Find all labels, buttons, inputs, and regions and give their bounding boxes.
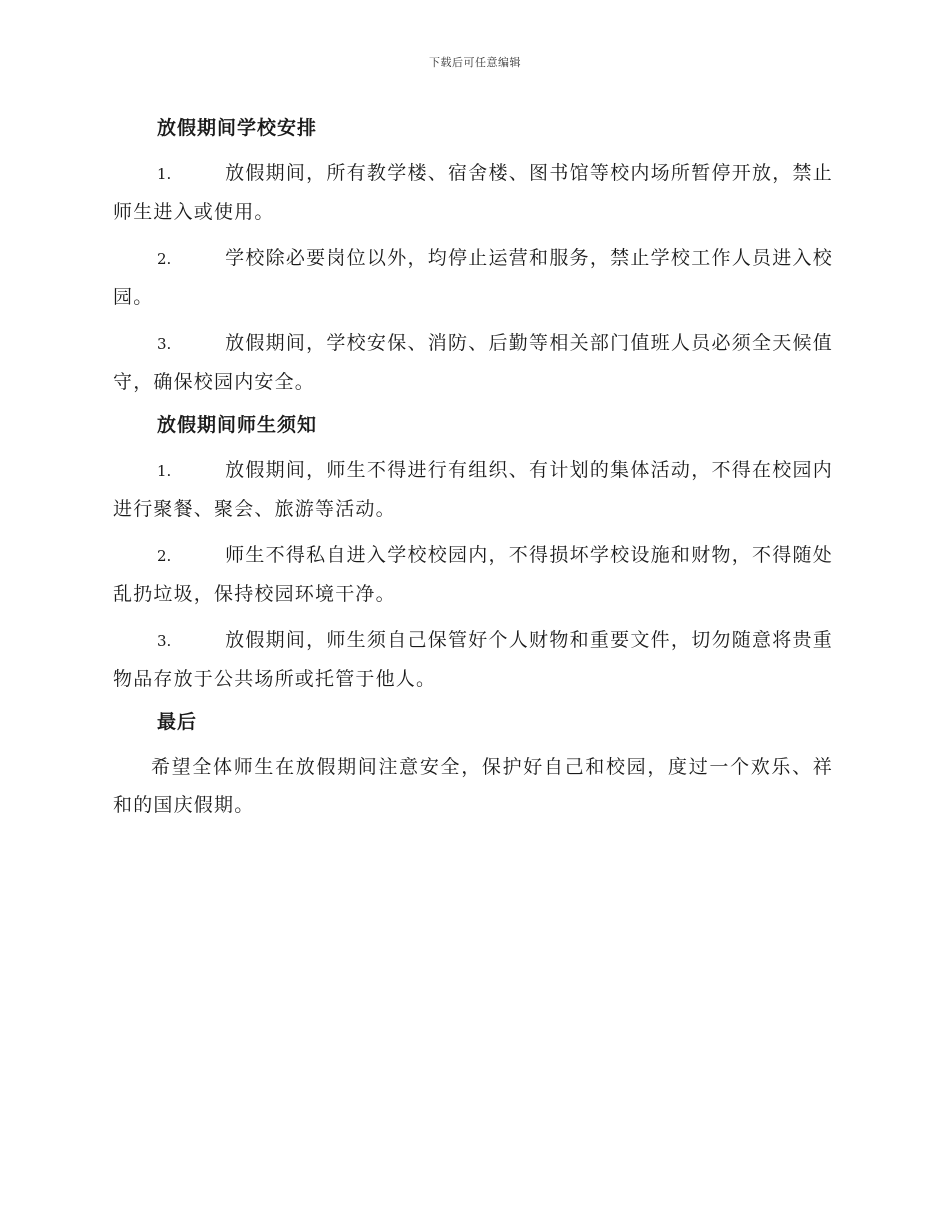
header-note: 下载后可任意编辑 xyxy=(429,56,521,69)
item-number: 1. xyxy=(157,462,172,480)
list-item xyxy=(113,451,833,528)
item-text: 师生不得私自进入学校校园内，不得损坏学校设施和财物，不得随处乱扔垃圾，保持校园环境干净。 xyxy=(113,544,833,605)
list-item xyxy=(113,536,833,613)
item-number: 2. xyxy=(157,547,172,565)
closing-paragraph: 希望全体师生在放假期间注意安全，保护好自己和校园，度过一个欢乐、祥和的国庆假期。 xyxy=(113,756,833,816)
item-text: 学校除必要岗位以外，均停止运营和服务，禁止学校工作人员进入校园。 xyxy=(113,247,833,308)
list-item xyxy=(113,239,833,316)
section-heading-notice: 放假期间师生须知 xyxy=(157,414,318,436)
item-text: 放假期间，所有教学楼、宿舍楼、图书馆等校内场所暂停开放，禁止师生进入或使用。 xyxy=(113,162,833,223)
list-item xyxy=(113,621,833,698)
item-text: 放假期间，师生不得进行有组织、有计划的集体活动，不得在校园内进行聚餐、聚会、旅游等活动。 xyxy=(113,459,833,520)
item-number: 1. xyxy=(157,165,172,183)
item-number: 2. xyxy=(157,250,172,268)
item-number: 3. xyxy=(157,335,172,353)
list-item xyxy=(113,324,833,401)
item-number: 3. xyxy=(157,632,172,650)
item-text: 放假期间，师生须自己保管好个人财物和重要文件，切勿随意将贵重物品存放于公共场所或托管于他人。 xyxy=(113,629,833,690)
document-body xyxy=(113,112,833,824)
list-item xyxy=(113,154,833,231)
section-heading-school-arrangements: 放假期间学校安排 xyxy=(157,117,318,139)
item-text: 放假期间，学校安保、消防、后勤等相关部门值班人员必须全天候值守，确保校园内安全。 xyxy=(113,332,833,393)
section-heading-closing: 最后 xyxy=(157,711,198,733)
